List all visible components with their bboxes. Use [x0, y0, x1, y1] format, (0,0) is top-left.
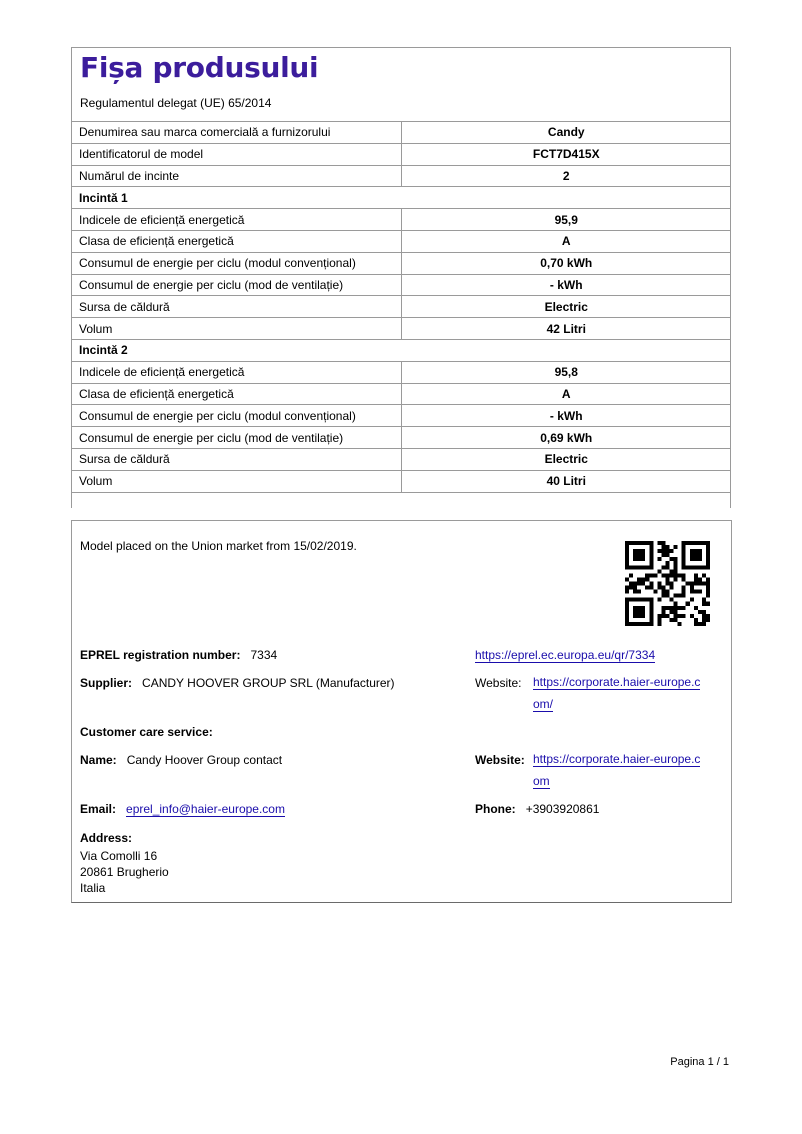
row-value: 0,69 kWh	[401, 427, 731, 449]
supplier	[80, 676, 395, 690]
row-value: Candy	[401, 122, 731, 144]
market-placement-text: Model placed on the Union market from 15/02/2019.	[80, 539, 357, 553]
row-label: Consumul de energie per ciclu (modul convențional)	[71, 405, 401, 427]
care-email	[80, 802, 285, 816]
table-row	[71, 318, 731, 340]
eprel-link[interactable]: https://eprel.ec.europa.eu/qr/7334	[475, 648, 656, 662]
table-row	[71, 296, 731, 318]
page-title: Fișa produsului	[80, 51, 319, 84]
phone-value: +3903920861	[525, 802, 600, 816]
row-value: A	[401, 383, 731, 405]
supplier-website-label: Website:	[475, 676, 522, 690]
care-name	[80, 753, 282, 767]
address-line: Via Comolli 16	[80, 849, 158, 863]
eprel-label: EPREL registration number:	[80, 648, 241, 662]
table-row	[71, 143, 731, 165]
row-value: Electric	[401, 296, 731, 318]
regulation-subtitle: Regulamentul delegat (UE) 65/2014	[80, 96, 272, 110]
eprel-number: 7334	[250, 648, 278, 662]
page-number: Pagina 1 / 1	[670, 1056, 729, 1068]
row-value: 0,70 kWh	[401, 252, 731, 274]
row-value: 95,8	[401, 361, 731, 383]
supplier-website-line-2: om/	[533, 697, 554, 711]
table-row	[71, 252, 731, 274]
care-website-line-2: om	[533, 774, 550, 788]
table-row	[71, 209, 731, 231]
row-label: Consumul de energie per ciclu (mod de ventilație)	[71, 427, 401, 449]
table-row	[71, 274, 731, 296]
section-header-cavity-2	[71, 339, 731, 361]
table-row	[71, 427, 731, 449]
supplier-website-line-1: https://corporate.haier-europe.c	[533, 675, 701, 689]
customer-care-title: Customer care service:	[80, 725, 213, 739]
section-header-cavity-1	[71, 187, 731, 209]
row-label: Consumul de energie per ciclu (mod de ventilație)	[71, 274, 401, 296]
table-row	[71, 470, 731, 492]
row-label: Consumul de energie per ciclu (modul convențional)	[71, 252, 401, 274]
row-value: - kWh	[401, 405, 731, 427]
row-value: 42 Litri	[401, 318, 731, 340]
section-title: Incintă 1	[71, 187, 731, 209]
row-value: 95,9	[401, 209, 731, 231]
row-value: 40 Litri	[401, 470, 731, 492]
phone-label: Phone:	[475, 802, 516, 816]
table-row	[71, 122, 731, 144]
qr-code-icon[interactable]	[625, 541, 710, 626]
row-label: Clasa de eficiență energetică	[71, 383, 401, 405]
spec-table	[71, 121, 731, 493]
row-label: Clasa de eficiență energetică	[71, 230, 401, 252]
table-row	[71, 405, 731, 427]
row-label: Numărul de incinte	[71, 165, 401, 187]
eprel-registration	[80, 648, 277, 662]
care-phone	[475, 802, 599, 816]
supplier-label: Supplier:	[80, 676, 133, 690]
row-label: Identificatorul de model	[71, 143, 401, 165]
row-label: Denumirea sau marca comercială a furnizorului	[71, 122, 401, 144]
supplier-name: CANDY HOOVER GROUP SRL (Manufacturer)	[142, 676, 395, 690]
row-label: Indicele de eficiență energetică	[71, 209, 401, 231]
row-label: Indicele de eficiență energetică	[71, 361, 401, 383]
table-row	[71, 165, 731, 187]
care-name-label: Name:	[80, 753, 117, 767]
care-website-label: Website:	[475, 753, 525, 767]
table-row	[71, 230, 731, 252]
email-link[interactable]: eprel_info@haier-europe.com	[126, 802, 285, 816]
table-row	[71, 383, 731, 405]
row-label: Volum	[71, 470, 401, 492]
address-line: 20861 Brugherio	[80, 865, 169, 879]
table-row	[71, 361, 731, 383]
eprel-link-wrap	[475, 648, 655, 662]
care-website-link[interactable]	[533, 748, 723, 792]
section-title: Incintă 2	[71, 339, 731, 361]
table-row	[71, 448, 731, 470]
care-website-line-1: https://corporate.haier-europe.c	[533, 752, 701, 766]
row-label: Sursa de căldură	[71, 296, 401, 318]
email-label: Email:	[80, 802, 117, 816]
row-value: - kWh	[401, 274, 731, 296]
row-value: FCT7D415X	[401, 143, 731, 165]
row-value: Electric	[401, 448, 731, 470]
eprel-info-panel	[71, 520, 732, 903]
row-value: A	[401, 230, 731, 252]
row-value: 2	[401, 165, 731, 187]
row-label: Sursa de căldură	[71, 448, 401, 470]
address-label: Address:	[80, 831, 133, 845]
address-line: Italia	[80, 881, 106, 895]
row-label: Volum	[71, 318, 401, 340]
product-sheet-panel	[71, 47, 731, 508]
supplier-website-link[interactable]	[533, 671, 723, 715]
care-name-value: Candy Hoover Group contact	[126, 753, 283, 767]
